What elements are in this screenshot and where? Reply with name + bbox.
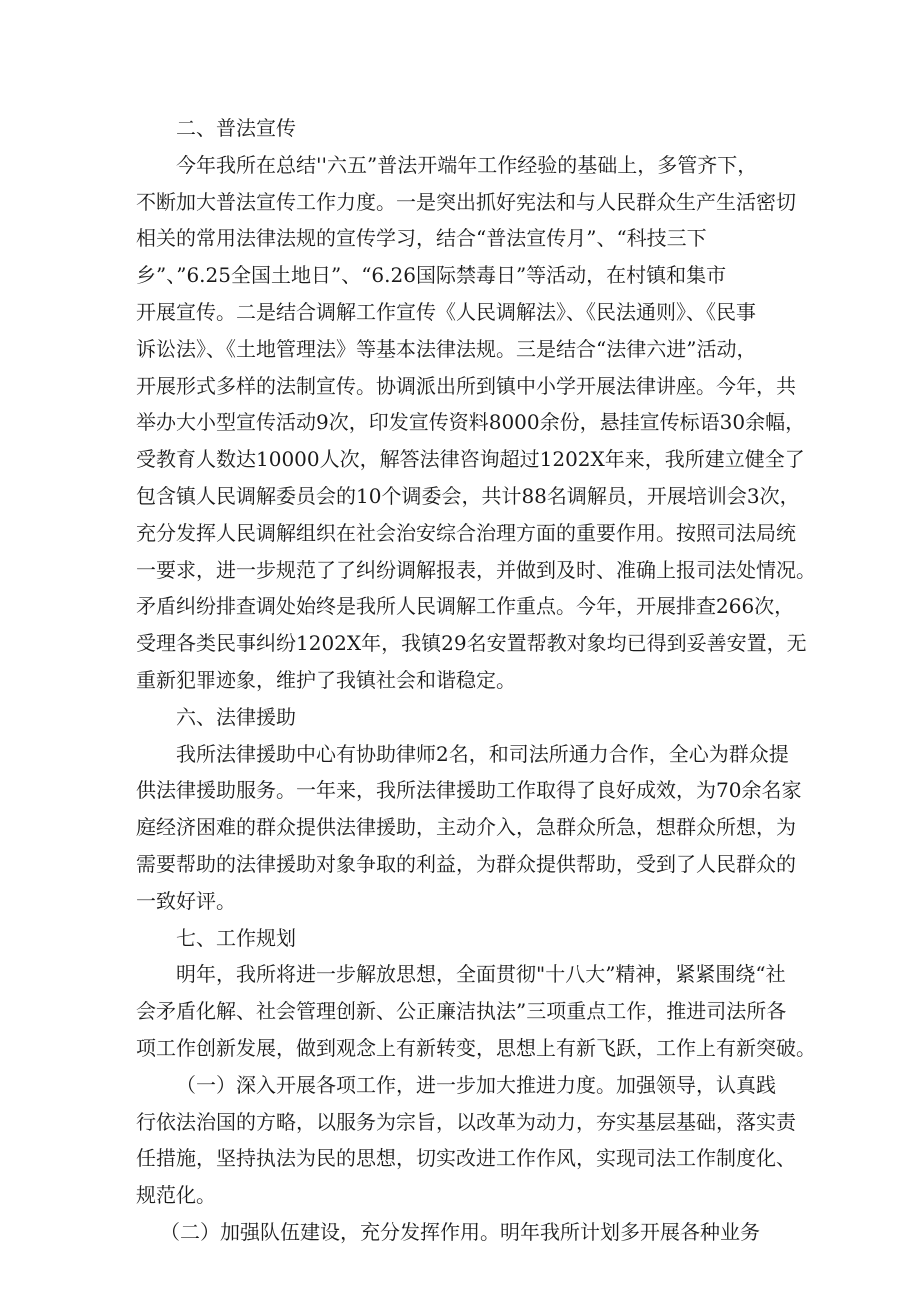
- text-line: 受理各类民事纠纷1202X年，我镇29名安置帮教对象均已得到妥善安置，无: [136, 631, 807, 656]
- text-line: 一要求，进一步规范了了纠纷调解报表，并做到及时、准确上报司法处情况。: [136, 557, 816, 582]
- text-line: 供法律援助服务。一年来，我所法律援助工作取得了良好成效，为70余名家: [136, 778, 802, 803]
- text-line: （一）深入开展各项工作，进一步加大推进力度。加强领导，认真践: [176, 1072, 776, 1097]
- text-line: （二）加强队伍建设，充分发挥作用。明年我所计划多开展各种业务: [160, 1219, 760, 1244]
- text-line: 需要帮助的法律援助对象争取的利益，为群众提供帮助，受到了人民群众的: [136, 851, 796, 876]
- text-line: 包含镇人民调解委员会的10个调委会，共计88名调解员，开展培训会3次，: [136, 483, 800, 508]
- text-line: 开展宣传。二是结合调解工作宣传《人民调解法》、《民法通则》、《民事: [136, 299, 756, 324]
- text-line: 明年，我所将进一步解放思想，全面贯彻"十八大”精神，紧紧围绕“社: [176, 962, 786, 987]
- text-line: 举办大小型宣传活动9次，印发宣传资料8000余份，悬挂宣传标语30余幅，: [136, 410, 806, 435]
- text-line: 任措施，坚持执法为民的思想，切实改进工作作风，实现司法工作制度化、: [136, 1146, 796, 1171]
- text-line: 会矛盾化解、社会管理创新、公正廉洁执法”三项重点工作，推进司法所各: [136, 999, 787, 1024]
- section-heading: 二、普法宣传: [176, 116, 296, 140]
- text-line: 乡”、”6.25全国土地日”、“6.26国际禁毒日”等活动，在村镇和集市: [136, 263, 727, 288]
- text-line: 行依法治国的方略，以服务为宗旨，以改革为动力，夯实基层基础，落实责: [136, 1109, 796, 1134]
- text-line: 我所法律援助中心有协助律师2名，和司法所通力合作，全心为群众提: [176, 741, 789, 766]
- section-heading: 六、法律援助: [176, 704, 296, 729]
- text-line: 今年我所在总结''六五”普法开端年工作经验的基础上，多管齐下，: [176, 152, 758, 177]
- text-line: 矛盾纠纷排查调处始终是我所人民调解工作重点。今年，开展排查266次，: [136, 594, 795, 619]
- text-line: 充分发挥人民调解组织在社会治安综合治理方面的重要作用。按照司法局统: [136, 520, 796, 545]
- text-line: 诉讼法》、《土地管理法》等基本法律法规。三是结合“法律六进”活动，: [136, 336, 757, 361]
- text-line: 开展形式多样的法制宣传。协调派出所到镇中小学开展法律讲座。今年，共: [136, 373, 796, 398]
- text-line: 项工作创新发展，做到观念上有新转变，思想上有新飞跃，工作上有新突破。: [136, 1035, 816, 1060]
- text-line: 规范化。: [136, 1183, 216, 1208]
- text-line: 一致好评。: [136, 888, 236, 913]
- text-line: 相关的常用法律法规的宣传学习，结合“普法宣传月”、“科技三下: [136, 226, 707, 251]
- text-line: 重新犯罪迹象，维护了我镇社会和谐稳定。: [136, 667, 516, 692]
- text-line: 受教育人数达10000人次，解答法律咨询超过1202X年来，我所建立健全了: [136, 447, 805, 472]
- text-line: 庭经济困难的群众提供法律援助，主动介入，急群众所急，想群众所想，为: [136, 815, 796, 840]
- section-heading: 七、工作规划: [176, 925, 296, 950]
- document-page: [136, 110, 816, 1251]
- text-line: 不断加大普法宣传工作力度。一是突出抓好宪法和与人民群众生产生活密切: [136, 189, 796, 214]
